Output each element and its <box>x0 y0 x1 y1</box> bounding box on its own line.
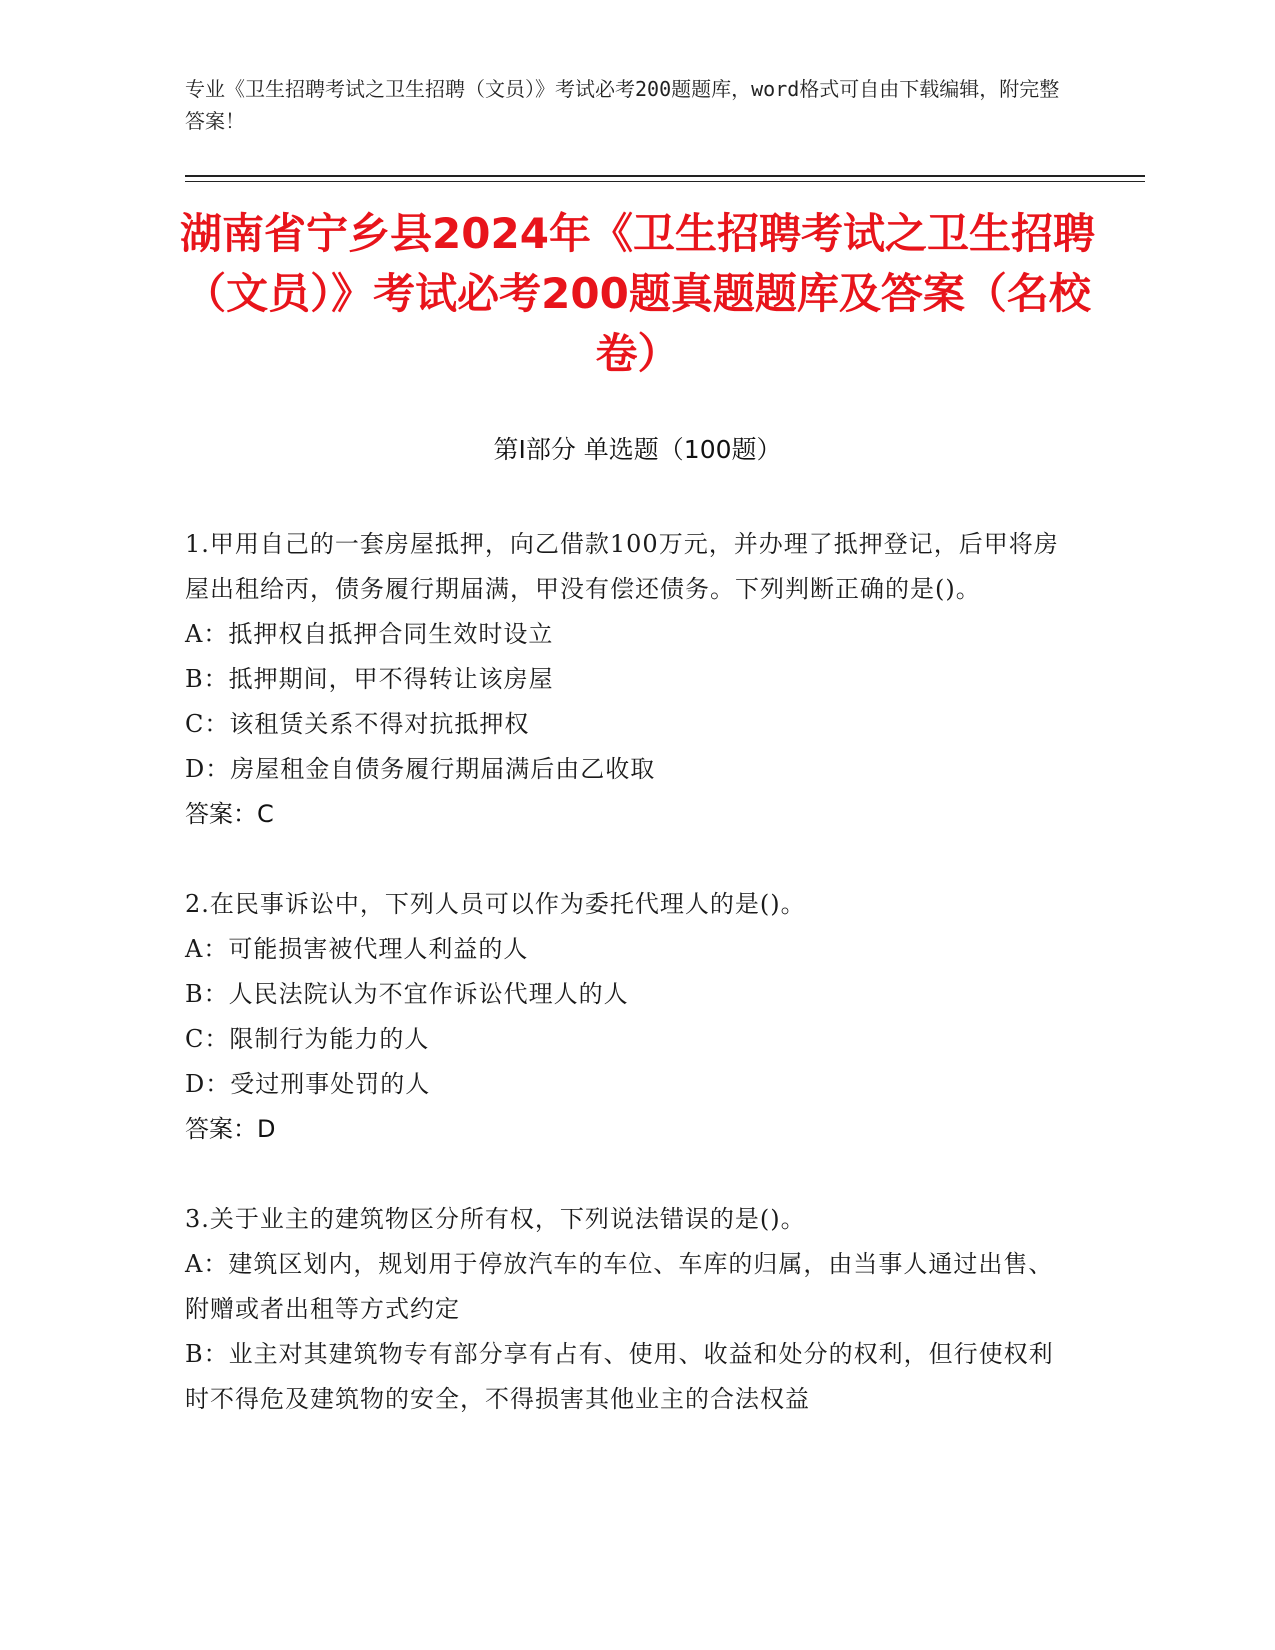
option-b: B：抵押期间，甲不得转让该房屋 <box>185 665 554 693</box>
header-divider <box>185 175 1145 177</box>
option-a: A：可能损害被代理人利益的人 <box>185 935 529 963</box>
option-c: C：限制行为能力的人 <box>185 1025 430 1053</box>
option-a: A：建筑区划内，规划用于停放汽车的车位、车库的归属，由当事人通过出售、附赠或者出租等方式约定 <box>185 1250 1054 1323</box>
option-d: D：房屋租金自债务履行期届满后由乙收取 <box>185 755 656 783</box>
question-3 <box>185 1197 1065 1422</box>
question-1 <box>185 522 1065 837</box>
question-2 <box>185 882 1065 1152</box>
option-d: D：受过刑事处罚的人 <box>185 1070 431 1098</box>
section-heading: 第I部分 单选题（100题） <box>493 435 782 464</box>
answer: 答案：C <box>185 800 274 828</box>
option-b: B：人民法院认为不宜作诉讼代理人的人 <box>185 980 629 1008</box>
header-divider-thin <box>185 181 1145 182</box>
question-stem: 2.在民事诉讼中，下列人员可以作为委托代理人的是()。 <box>185 890 806 918</box>
option-a: A：抵押权自抵押合同生效时设立 <box>185 620 554 648</box>
option-b: B：业主对其建筑物专有部分享有占有、使用、收益和处分的权利，但行使权利时不得危及建筑物的安全，不得损害其他业主的合法权益 <box>185 1340 1054 1413</box>
answer: 答案：D <box>185 1115 276 1143</box>
document-title: 湖南省宁乡县2024年《卫生招聘考试之卫生招聘（文员）》考试必考200题真题题库及答案（名校卷） <box>180 209 1095 378</box>
question-stem: 1.甲用自己的一套房屋抵押，向乙借款100万元，并办理了抵押登记，后甲将房屋出租给丙，债务履行期届满，甲没有偿还债务。下列判断正确的是()。 <box>185 530 1059 603</box>
header-note: 专业《卫生招聘考试之卫生招聘（文员）》考试必考200题题库，word格式可自由下载编辑，附完整答案！ <box>185 77 1060 133</box>
question-list <box>185 522 1065 1467</box>
option-c: C：该租赁关系不得对抗抵押权 <box>185 710 530 738</box>
question-stem: 3.关于业主的建筑物区分所有权，下列说法错误的是()。 <box>185 1205 806 1233</box>
